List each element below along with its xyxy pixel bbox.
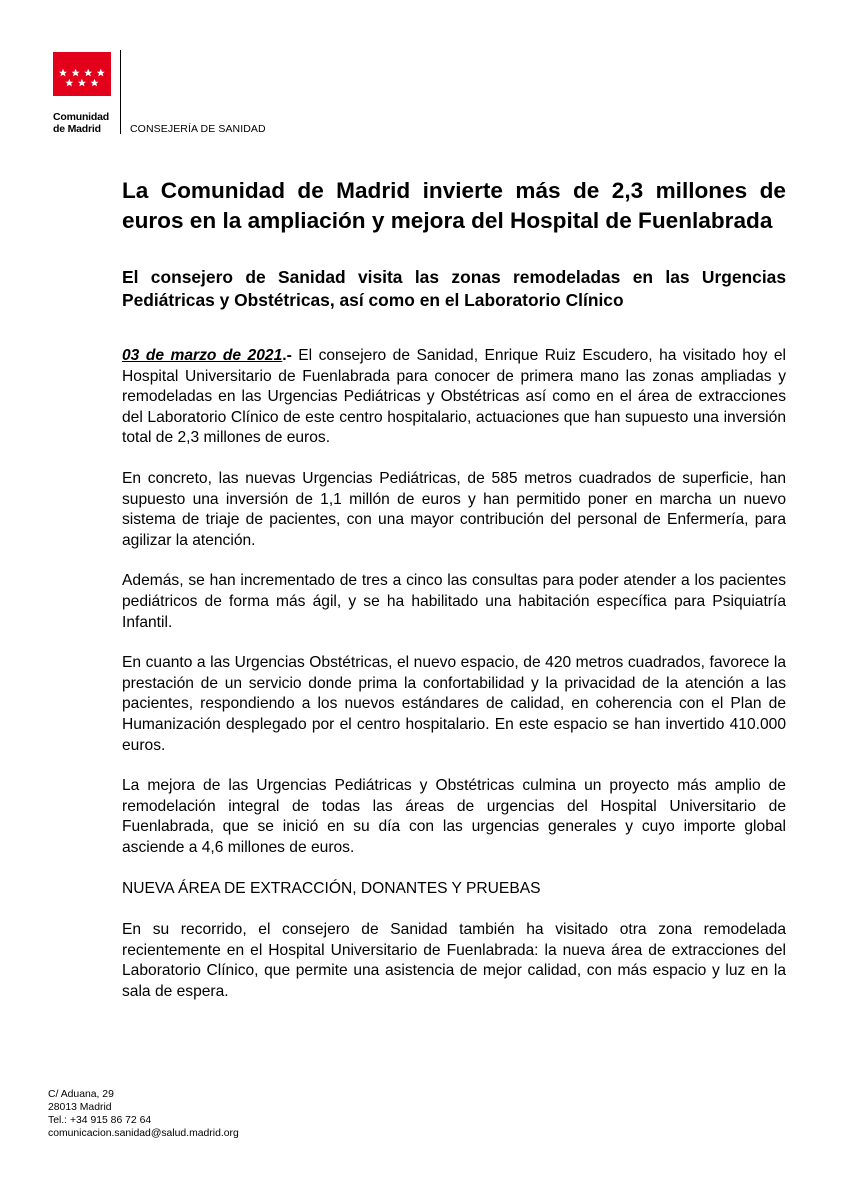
footer-email: comunicacion.sanidad@salud.madrid.org — [48, 1128, 239, 1139]
logo-line-1: Comunidad — [53, 111, 109, 123]
press-release-body — [122, 176, 786, 1002]
paragraph: En su recorrido, el consejero de Sanidad también ha visitado otra zona remodelada recientemente en el Hospital Universitario de Fuenlabrada: la nueva área de extracciones del Laboratorio Clínico, que permite una asistencia de mejor calidad, con más espacio y luz en la sala de espera. — [122, 921, 786, 1000]
seven-stars-icon — [53, 52, 111, 96]
paragraph: En cuanto a las Urgencias Obstétricas, el nuevo espacio, de 420 metros cuadrados, favorece la prestación de un servicio donde prima la confortabilidad y la privacidad de la atención a las pacientes, respondiendo a los nuevos estándares de calidad, en coherencia con el Plan de Humanización desplegado por el centro hospitalario. En este espacio se han invertido 410.000 euros. — [122, 654, 786, 754]
section-heading: NUEVA ÁREA DE EXTRACCIÓN, DONANTES Y PRUEBAS — [122, 880, 541, 898]
logo-wordmark — [53, 111, 109, 135]
lead-paragraph — [122, 346, 786, 449]
footer-city: 28013 Madrid — [48, 1102, 112, 1113]
subheadline: El consejero de Sanidad visita las zonas remodeladas en las Urgencias Pediátricas y Obstétricas, así como en el Laboratorio Clínico — [122, 267, 786, 310]
paragraph: La mejora de las Urgencias Pediátricas y Obstétricas culmina un proyecto más amplio de remodelación integral de todas las áreas de urgencias del Hospital Universitario de Fuenlabrada, que se inició en su día con las urgencias generales y cuyo importe global asciende a 4,6 millones de euros. — [122, 777, 786, 856]
comunidad-de-madrid-logo — [53, 52, 111, 96]
paragraph: Además, se han incrementado de tres a cinco las consultas para poder atender a los pacientes pediátricos de forma más ágil, y se ha habilitado una habitación específica para Psiquiatría Infantil. — [122, 572, 786, 631]
headline: La Comunidad de Madrid invierte más de 2,3 millones de euros en la ampliación y mejora del Hospital de Fuenlabrada — [122, 178, 786, 233]
dateline: 03 de marzo de 2021 — [122, 347, 283, 364]
footer-phone: Tel.: +34 915 86 72 64 — [48, 1115, 152, 1126]
dateline-suffix: .- — [282, 347, 292, 364]
logo-line-2: de Madrid — [53, 123, 101, 135]
footer-address: C/ Aduana, 29 — [48, 1089, 114, 1100]
department-name: CONSEJERÍA DE SANIDAD — [130, 123, 266, 135]
header-divider — [120, 50, 121, 134]
paragraph: En concreto, las nuevas Urgencias Pediátricas, de 585 metros cuadrados de superficie, han supuesto una inversión de 1,1 millón de euros y han permitido poner en marcha un nuevo sistema de triaje de pacientes, con una mayor contribución del personal de Enfermería, para agilizar la atención. — [122, 469, 786, 549]
contact-footer — [48, 1088, 239, 1140]
lead-paragraph-text: El consejero de Sanidad, Enrique Ruiz Escudero, ha visitado hoy el Hospital Universitario de Fuenlabrada para conocer de primera mano las zonas ampliadas y remodeladas en las Urgencias Pediátricas y Obstétricas así como en el área de extracciones del Laboratorio Clínico de este centro hospitalario, actuaciones que han supuesto una inversión total de 2,3 millones de euros. — [122, 347, 786, 447]
